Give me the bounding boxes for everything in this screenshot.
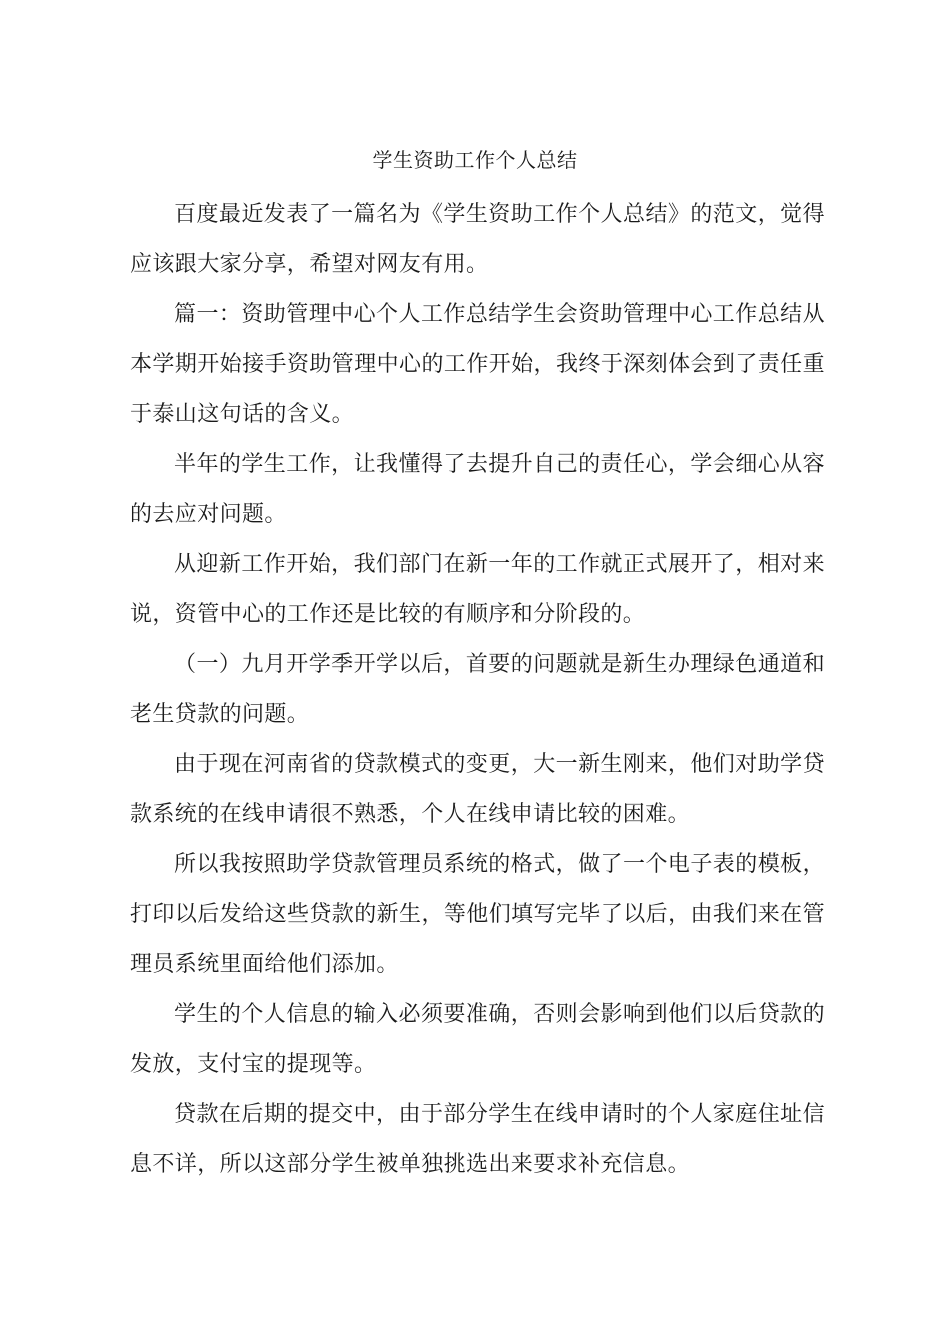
paragraph: 从迎新工作开始，我们部门在新一年的工作就正式展开了，相对来说，资管中心的工作还是比较的有顺序和分阶段的。 (130, 552, 825, 627)
paragraph: 百度最近发表了一篇名为《学生资助工作个人总结》的范文，觉得应该跟大家分享，希望对网友有用。 (130, 202, 825, 277)
paragraph: 学生的个人信息的输入必须要准确，否则会影响到他们以后贷款的发放，支付宝的提现等。 (130, 1002, 825, 1077)
paragraph: （一）九月开学季开学以后，首要的问题就是新生办理绿色通道和老生贷款的问题。 (130, 652, 825, 727)
paragraph: 贷款在后期的提交中，由于部分学生在线申请时的个人家庭住址信息不详，所以这部分学生被单独挑选出来要求补充信息。 (130, 1102, 825, 1177)
paragraph: 所以我按照助学贷款管理员系统的格式，做了一个电子表的模板，打印以后发给这些贷款的新生，等他们填写完毕了以后，由我们来在管理员系统里面给他们添加。 (130, 852, 825, 977)
paragraph: 由于现在河南省的贷款模式的变更，大一新生刚来，他们对助学贷款系统的在线申请很不熟悉，个人在线申请比较的困难。 (130, 752, 825, 827)
paragraph: 篇一：资助管理中心个人工作总结学生会资助管理中心工作总结从本学期开始接手资助管理中心的工作开始，我终于深刻体会到了责任重于泰山这句话的含义。 (130, 302, 825, 427)
document-title: 学生资助工作个人总结 (372, 148, 578, 172)
paragraph: 半年的学生工作，让我懂得了去提升自己的责任心，学会细心从容的去应对问题。 (130, 452, 825, 527)
document-body (130, 190, 825, 1190)
